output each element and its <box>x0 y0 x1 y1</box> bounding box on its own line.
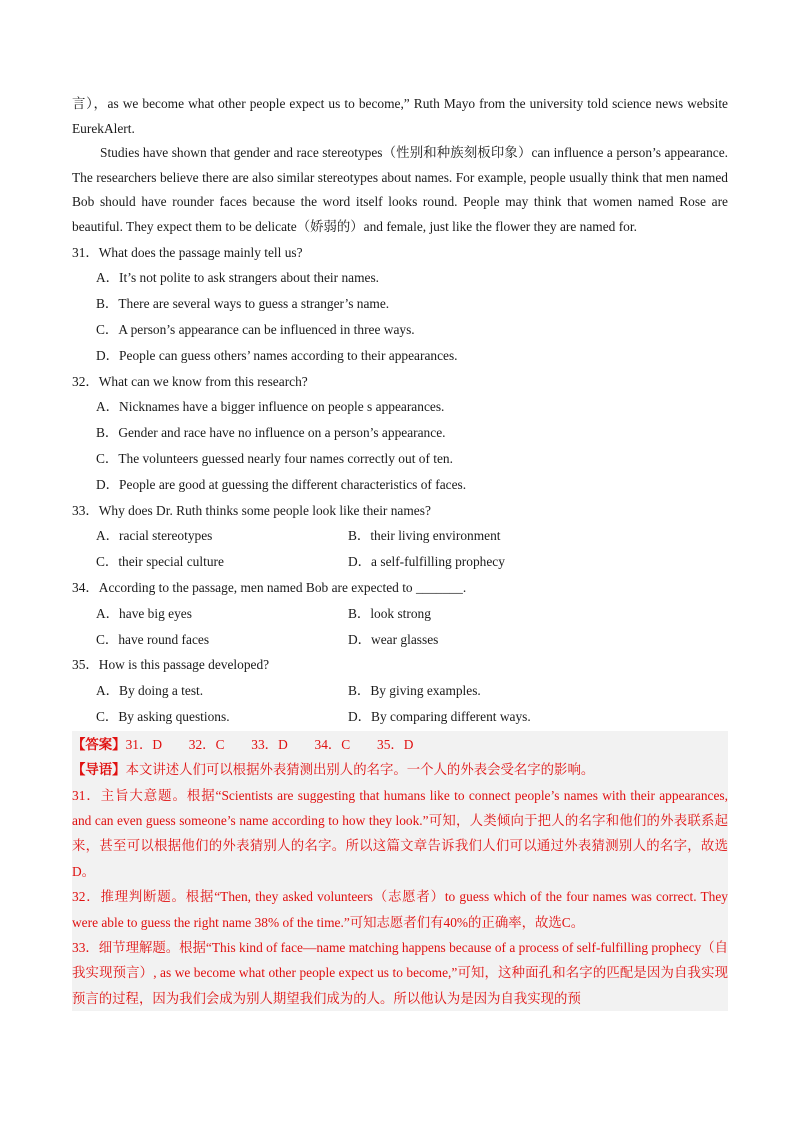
answer-key <box>72 732 728 757</box>
answer-explanation-block <box>72 731 728 1011</box>
passage-paragraph: Studies have shown that gender and race stereotypes（性别和种族刻板印象）can influence a person’s appearance. The researchers believe there are also similar stereotypes about names. For example, people usually think that men named Bob should have rounder faces because the word itself looks round. People may think that women named Rose are beautiful. They expect them to be delicate（娇弱的）and female, just like the flower they are named for. <box>72 145 728 234</box>
explanation-33: 33．细节理解题。根据“This kind of face—name matching happens because of a process of self-fulfilling prophecy（自我实现预言）, as we become what other people expect us to become,”可知，这种面孔和名字的匹配是因为自我实现预言的过程，因为我们会成为别人期望我们成为的人。所以他认为是因为自我实现的预 <box>72 939 728 1006</box>
option-b: B．Gender and race have no influence on a person’s appearance. <box>96 425 446 441</box>
answer-tag: 【答案】 <box>72 736 126 752</box>
question-stem: 31．What does the passage mainly tell us? <box>72 244 303 260</box>
option-row <box>72 678 728 704</box>
option-c: C．their special culture <box>96 554 224 570</box>
explanation-32: 32．推理判断题。根据“Then, they asked volunteers（志愿者）to guess which of the four names was correct. They were able to guess the right name 38% of the time.”可知志愿者们有40%的正确率，故选C。 <box>72 889 728 930</box>
question-stem: 35．How is this passage developed? <box>72 657 270 673</box>
option-row <box>72 627 728 653</box>
option-c: C．A person’s appearance can be influenced in three ways. <box>96 321 415 337</box>
option-row <box>72 601 728 627</box>
question-31 <box>72 240 728 369</box>
question-32 <box>72 369 728 498</box>
guide-summary <box>72 757 728 782</box>
passage-paragraph: 言），as we become what other people expect us to become,” Ruth Mayo from the university told science news website EurekAlert. <box>72 96 728 136</box>
guide-tag: 【导语】 <box>72 762 126 778</box>
explanation-31: 31．主旨大意题。根据“Scientists are suggesting that humans like to connect people’s names with their appearances, and can even guess someone’s name according to how they look.”可知，人类倾向于把人的名字和他们的外表联系起来，甚至可以根据他们的外表猜别人的名字。所以这篇文章告诉我们人们可以通过外表猜测别人的名字，故选D。 <box>72 787 728 879</box>
answer-text: 31．D 32．C 33．D 34．C 35．D <box>125 736 414 752</box>
option-d: D．a self-fulfilling prophecy <box>348 554 505 570</box>
option-b: B．look strong <box>348 605 431 621</box>
option-d: D．People can guess others’ names according to their appearances. <box>96 347 458 363</box>
option-a: A．racial stereotypes <box>96 528 213 544</box>
question-33 <box>72 498 728 575</box>
question-stem: 33．Why does Dr. Ruth thinks some people look like their names? <box>72 502 431 518</box>
guide-text: 本文讲述人们可以根据外表猜测出别人的名字。一个人的外表会受名字的影响。 <box>125 762 595 778</box>
option-d: D．wear glasses <box>348 631 439 647</box>
question-34 <box>72 575 728 652</box>
option-a: A．Nicknames have a bigger influence on people s appearances. <box>96 399 445 415</box>
question-stem: 32．What can we know from this research? <box>72 373 308 389</box>
option-c: C．By asking questions. <box>96 708 230 724</box>
option-d: D．People are good at guessing the different characteristics of faces. <box>96 476 467 492</box>
option-a: A．By doing a test. <box>96 683 204 699</box>
option-c: C．have round faces <box>96 631 210 647</box>
option-row <box>72 704 728 730</box>
option-a: A．have big eyes <box>96 605 192 621</box>
option-c: C．The volunteers guessed nearly four names correctly out of ten. <box>96 450 453 466</box>
option-b: B．their living environment <box>348 528 501 544</box>
option-b: B．By giving examples. <box>348 683 481 699</box>
option-b: B．There are several ways to guess a stranger’s name. <box>96 296 390 312</box>
question-35 <box>72 652 728 729</box>
document-page <box>72 92 728 1011</box>
question-stem: 34．According to the passage, men named Bob are expected to _______. <box>72 579 467 595</box>
option-row <box>72 523 728 549</box>
option-d: D．By comparing different ways. <box>348 708 531 724</box>
option-a: A．It’s not polite to ask strangers about their names. <box>96 270 380 286</box>
option-row <box>72 549 728 575</box>
